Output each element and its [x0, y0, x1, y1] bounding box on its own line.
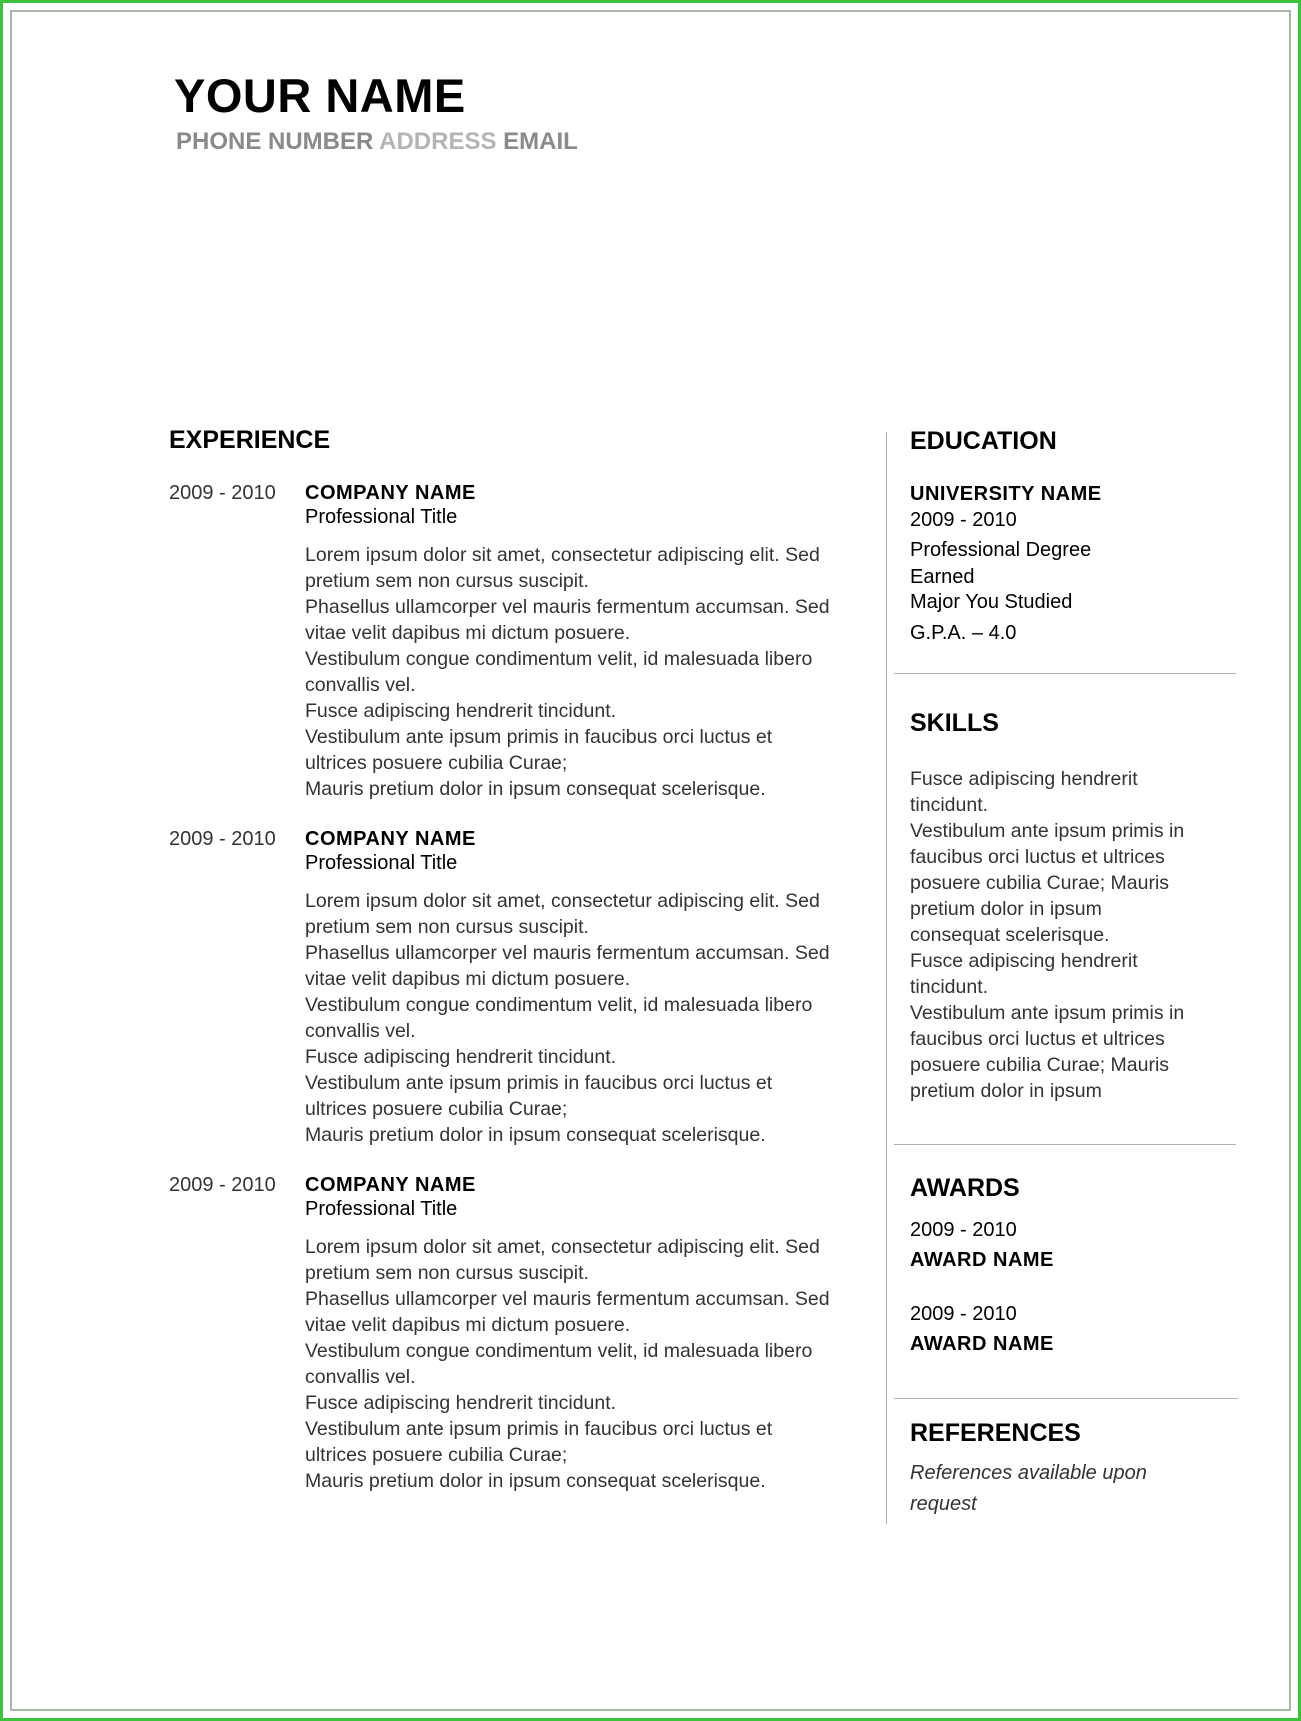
description-line: Lorem ipsum dolor sit amet, consectetur adipiscing elit. Sed — [305, 890, 820, 912]
experience-heading: EXPERIENCE — [169, 426, 331, 454]
skills-line: posuere cubilia Curae; Mauris — [910, 872, 1170, 894]
education-heading: EDUCATION — [910, 427, 1057, 455]
description-line: convallis vel. — [305, 674, 416, 696]
description-line: ultrices posuere cubilia Curae; — [305, 1444, 568, 1466]
professional-title: Professional Title — [305, 506, 458, 528]
experience-date: 2009 - 2010 — [169, 1174, 276, 1196]
experience-description — [305, 542, 875, 802]
skills-line: pretium dolor in ipsum — [910, 898, 1102, 920]
description-line: Vestibulum ante ipsum primis in faucibus orci luctus et — [305, 1418, 773, 1440]
description-line: pretium sem non cursus suscipit. — [305, 570, 589, 592]
skills-text — [910, 766, 1184, 1104]
description-line: Fusce adipiscing hendrerit tincidunt. — [305, 1392, 617, 1414]
experience-description — [305, 1234, 875, 1494]
experience-description — [305, 888, 875, 1148]
description-line: Fusce adipiscing hendrerit tincidunt. — [305, 700, 617, 722]
description-line: Mauris pretium dolor in ipsum consequat scelerisque. — [305, 1470, 766, 1492]
description-line: vitae velit dapibus mi dictum posuere. — [305, 622, 631, 644]
professional-title: Professional Title — [305, 1198, 458, 1220]
references-line: request — [910, 1493, 977, 1515]
company-name: COMPANY NAME — [305, 482, 476, 504]
experience-date: 2009 - 2010 — [169, 482, 276, 504]
description-line: Phasellus ullamcorper vel mauris fermentum accumsan. Sed — [305, 1288, 830, 1310]
contact-line — [176, 130, 578, 154]
company-name: COMPANY NAME — [305, 1174, 476, 1196]
description-line: Vestibulum ante ipsum primis in faucibus orci luctus et — [305, 726, 773, 748]
description-line: Mauris pretium dolor in ipsum consequat scelerisque. — [305, 1124, 766, 1146]
description-line: Mauris pretium dolor in ipsum consequat scelerisque. — [305, 778, 766, 800]
contact-phone: PHONE NUMBER — [176, 128, 374, 155]
skills-line: Fusce adipiscing hendrerit — [910, 768, 1138, 790]
section-divider — [894, 1144, 1236, 1145]
education-date: 2009 - 2010 — [910, 509, 1017, 531]
skills-line: tincidunt. — [910, 976, 989, 998]
degree-line: Professional Degree — [910, 539, 1092, 561]
section-divider — [894, 673, 1236, 674]
skills-line: Fusce adipiscing hendrerit — [910, 950, 1138, 972]
column-divider — [886, 432, 887, 1524]
description-line: convallis vel. — [305, 1366, 416, 1388]
degree-line: Earned — [910, 566, 975, 588]
skills-line: faucibus orci luctus et ultrices — [910, 1028, 1165, 1050]
description-line: Lorem ipsum dolor sit amet, consectetur adipiscing elit. Sed — [305, 544, 820, 566]
description-line: Lorem ipsum dolor sit amet, consectetur adipiscing elit. Sed — [305, 1236, 820, 1258]
university-name: UNIVERSITY NAME — [910, 483, 1102, 505]
award-date: 2009 - 2010 — [910, 1219, 1017, 1241]
gpa: G.P.A. – 4.0 — [910, 622, 1017, 644]
description-line: vitae velit dapibus mi dictum posuere. — [305, 968, 631, 990]
skills-line: consequat scelerisque. — [910, 924, 1110, 946]
references-line: References available upon — [910, 1462, 1147, 1484]
resume-name: YOUR NAME — [174, 69, 466, 122]
description-line: Vestibulum congue condimentum velit, id malesuada libero — [305, 1340, 813, 1362]
skills-line: pretium dolor in ipsum — [910, 1080, 1102, 1102]
award-name: AWARD NAME — [910, 1249, 1054, 1271]
description-line: Fusce adipiscing hendrerit tincidunt. — [305, 1046, 617, 1068]
description-line: convallis vel. — [305, 1020, 416, 1042]
award-date: 2009 - 2010 — [910, 1303, 1017, 1325]
section-divider — [894, 1398, 1238, 1399]
description-line: Vestibulum congue condimentum velit, id malesuada libero — [305, 994, 813, 1016]
description-line: Phasellus ullamcorper vel mauris fermentum accumsan. Sed — [305, 942, 830, 964]
description-line: Vestibulum congue condimentum velit, id malesuada libero — [305, 648, 813, 670]
skills-line: faucibus orci luctus et ultrices — [910, 846, 1165, 868]
skills-line: Vestibulum ante ipsum primis in — [910, 1002, 1185, 1024]
company-name: COMPANY NAME — [305, 828, 476, 850]
description-line: ultrices posuere cubilia Curae; — [305, 1098, 568, 1120]
experience-body — [305, 827, 875, 1148]
experience-body — [305, 1173, 875, 1494]
description-line: pretium sem non cursus suscipit. — [305, 1262, 589, 1284]
award-name: AWARD NAME — [910, 1333, 1054, 1355]
description-line: vitae velit dapibus mi dictum posuere. — [305, 1314, 631, 1336]
references-heading: REFERENCES — [910, 1419, 1081, 1447]
awards-heading: AWARDS — [910, 1174, 1020, 1202]
skills-line: tincidunt. — [910, 794, 989, 816]
description-line: ultrices posuere cubilia Curae; — [305, 752, 568, 774]
contact-address: ADDRESS — [379, 128, 497, 155]
major: Major You Studied — [910, 591, 1073, 613]
skills-heading: SKILLS — [910, 709, 999, 737]
experience-body — [305, 481, 875, 802]
description-line: Vestibulum ante ipsum primis in faucibus orci luctus et — [305, 1072, 773, 1094]
skills-line: posuere cubilia Curae; Mauris — [910, 1054, 1170, 1076]
contact-email: EMAIL — [503, 128, 578, 155]
professional-title: Professional Title — [305, 852, 458, 874]
description-line: Phasellus ullamcorper vel mauris fermentum accumsan. Sed — [305, 596, 830, 618]
skills-line: Vestibulum ante ipsum primis in — [910, 820, 1185, 842]
experience-date: 2009 - 2010 — [169, 828, 276, 850]
description-line: pretium sem non cursus suscipit. — [305, 916, 589, 938]
